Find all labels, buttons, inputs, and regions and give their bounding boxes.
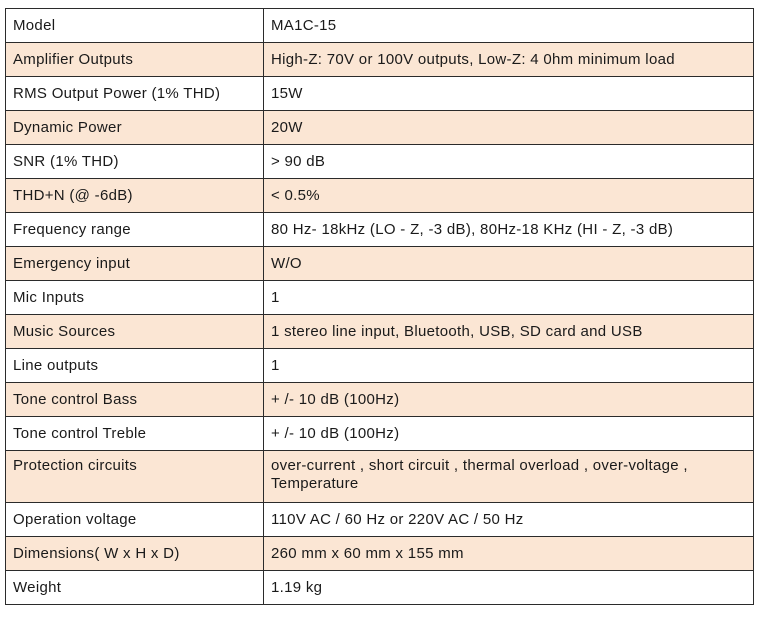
spec-value: over-current , short circuit , thermal overload , over-voltage , Temperature (264, 451, 754, 503)
spec-label: Model (6, 9, 264, 43)
spec-row-weight (6, 571, 754, 605)
spec-label: Amplifier Outputs (6, 43, 264, 77)
spec-row-rms-output-power (6, 77, 754, 111)
spec-value: 80 Hz- 18kHz (LO - Z, -3 dB), 80Hz-18 KHz (HI - Z, -3 dB) (264, 213, 754, 247)
spec-label: Dynamic Power (6, 111, 264, 145)
spec-value: + /- 10 dB (100Hz) (264, 417, 754, 451)
spec-value: < 0.5% (264, 179, 754, 213)
spec-value: 15W (264, 77, 754, 111)
spec-row-music-sources (6, 315, 754, 349)
spec-label: Line outputs (6, 349, 264, 383)
spec-label: Weight (6, 571, 264, 605)
spec-row-frequency-range (6, 213, 754, 247)
spec-row-tone-control-treble (6, 417, 754, 451)
spec-label: Frequency range (6, 213, 264, 247)
spec-value: MA1C-15 (264, 9, 754, 43)
spec-row-dynamic-power (6, 111, 754, 145)
spec-label: Tone control Bass (6, 383, 264, 417)
spec-label: Operation voltage (6, 503, 264, 537)
spec-value: 1.19 kg (264, 571, 754, 605)
spec-row-mic-inputs (6, 281, 754, 315)
spec-value: + /- 10 dB (100Hz) (264, 383, 754, 417)
spec-row-protection-circuits (6, 451, 754, 503)
spec-row-amplifier-outputs (6, 43, 754, 77)
spec-label: RMS Output Power (1% THD) (6, 77, 264, 111)
spec-row-model (6, 9, 754, 43)
spec-value: > 90 dB (264, 145, 754, 179)
spec-row-thd-n (6, 179, 754, 213)
spec-value: 1 (264, 349, 754, 383)
spec-label: THD+N (@ -6dB) (6, 179, 264, 213)
spec-label: Emergency input (6, 247, 264, 281)
spec-label: Music Sources (6, 315, 264, 349)
spec-label: Tone control Treble (6, 417, 264, 451)
spec-value: High-Z: 70V or 100V outputs, Low-Z: 4 0hm minimum load (264, 43, 754, 77)
spec-row-line-outputs (6, 349, 754, 383)
spec-table (5, 8, 754, 605)
spec-label: Protection circuits (6, 451, 264, 503)
spec-row-dimensions (6, 537, 754, 571)
spec-value: 1 (264, 281, 754, 315)
spec-value: W/O (264, 247, 754, 281)
spec-row-emergency-input (6, 247, 754, 281)
spec-label: Mic Inputs (6, 281, 264, 315)
spec-label: Dimensions( W x H x D) (6, 537, 264, 571)
spec-value: 110V AC / 60 Hz or 220V AC / 50 Hz (264, 503, 754, 537)
spec-row-snr (6, 145, 754, 179)
spec-value: 1 stereo line input, Bluetooth, USB, SD card and USB (264, 315, 754, 349)
spec-value: 20W (264, 111, 754, 145)
spec-row-operation-voltage (6, 503, 754, 537)
spec-row-tone-control-bass (6, 383, 754, 417)
spec-label: SNR (1% THD) (6, 145, 264, 179)
spec-value: 260 mm x 60 mm x 155 mm (264, 537, 754, 571)
